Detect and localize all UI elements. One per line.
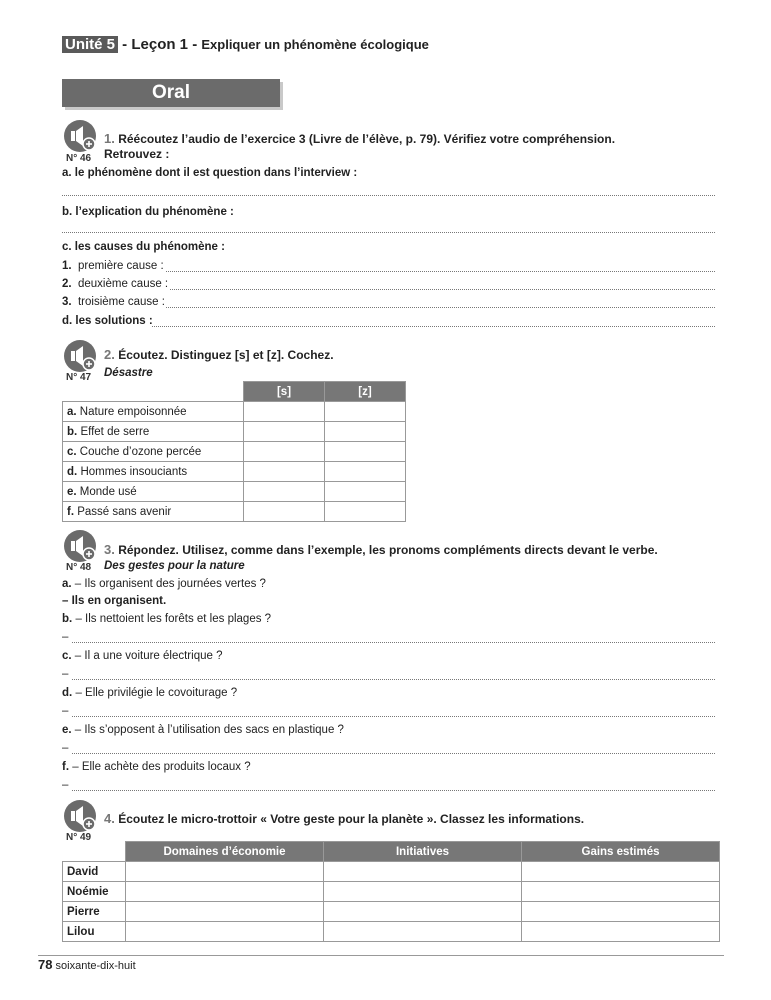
checkbox-cell[interactable] (325, 502, 406, 522)
checkbox-cell[interactable] (244, 422, 325, 442)
table-row: f. Passé sans avenir (63, 502, 406, 522)
checkbox-cell[interactable] (244, 402, 325, 422)
answer-cell[interactable] (522, 862, 720, 882)
table-row: a. Nature empoisonnée (63, 402, 406, 422)
answer-dash: – (62, 742, 69, 754)
answer-cell[interactable] (126, 862, 324, 882)
table-row: c. Couche d’ozone percée (63, 442, 406, 462)
answer-line-cause-3[interactable] (166, 307, 715, 308)
exercise-subtitle: Désastre (104, 367, 153, 379)
row-label: David (63, 862, 126, 882)
answer-cell[interactable] (324, 902, 522, 922)
table-header-row (63, 842, 720, 862)
table-row (63, 882, 720, 902)
audio-speaker-icon[interactable] (64, 800, 98, 834)
answer-dash: – (62, 631, 69, 643)
checkbox-cell[interactable] (325, 482, 406, 502)
answer-cell[interactable] (522, 902, 720, 922)
exercise-number: 3. (104, 542, 115, 557)
answer-line-3b[interactable] (72, 642, 715, 643)
section-title: Oral (62, 79, 280, 107)
checkbox-cell[interactable] (244, 442, 325, 462)
answer-line-b[interactable] (62, 232, 715, 233)
answer-cell[interactable] (126, 922, 324, 942)
table-row (63, 922, 720, 942)
track-number: N° 47 (66, 372, 92, 383)
track-number: N° 46 (66, 153, 92, 164)
answer-line-cause-1[interactable] (166, 271, 715, 272)
page-number: 78 (38, 957, 53, 972)
cause-1-label: 1. première cause : (62, 260, 164, 272)
page-footer (38, 957, 136, 972)
exercise-number: 4. (104, 811, 115, 826)
example-question: a. – Ils organisent des journées vertes ? (62, 578, 266, 590)
table-row: e. Monde usé (63, 482, 406, 502)
answer-cell[interactable] (324, 862, 522, 882)
column-header: Domaines d’économie (126, 842, 324, 862)
cause-3-label: 3. troisième cause : (62, 296, 165, 308)
column-header: Initiatives (324, 842, 522, 862)
question-b: b. – Ils nettoient les forêts et les plages ? (62, 613, 272, 625)
item-b-label: b. l’explication du phénomène : (62, 206, 234, 218)
answer-line-3d[interactable] (72, 716, 715, 717)
column-header: [z] (325, 382, 406, 402)
instruction-text: Réécoutez l’audio de l’exercice 3 (Livre de l’élève, p. 79). Vérifiez votre compréhension. (118, 132, 616, 146)
table-row: d. Hommes insouciants (63, 462, 406, 482)
instruction-text: Répondez. Utilisez, comme dans l’exemple, les pronoms compléments directs devant le verbe. (118, 543, 658, 557)
answer-dash: – (62, 668, 69, 680)
checkbox-cell[interactable] (325, 442, 406, 462)
exercise-1-instruction (104, 131, 615, 146)
unit-badge: Unité 5 (62, 36, 118, 53)
lesson-label: - Leçon 1 - (118, 36, 202, 53)
column-header: [s] (244, 382, 325, 402)
answer-cell[interactable] (522, 882, 720, 902)
exercise-number: 1. (104, 131, 115, 146)
example-answer: – Ils en organisent. (62, 595, 167, 607)
question-c: c. – Il a une voiture électrique ? (62, 650, 223, 662)
row-label: Lilou (63, 922, 126, 942)
question-d: d. – Elle privilégie le covoiturage ? (62, 687, 238, 699)
audio-speaker-icon[interactable] (64, 530, 98, 564)
question-e: e. – Ils s’opposent à l’utilisation des sacs en plastique ? (62, 724, 344, 736)
item-a-label: a. le phénomène dont il est question dans l’interview : (62, 167, 358, 179)
page-header (62, 36, 429, 53)
table-row (63, 862, 720, 882)
answer-cell[interactable] (126, 902, 324, 922)
track-number: N° 49 (66, 832, 92, 843)
answer-line-a[interactable] (62, 195, 715, 196)
table-header-row (63, 382, 406, 402)
sound-table (62, 381, 406, 522)
answer-line-3c[interactable] (72, 679, 715, 680)
answer-line-d[interactable] (152, 326, 715, 327)
cause-2-label: 2. deuxième cause : (62, 278, 169, 290)
checkbox-cell[interactable] (244, 502, 325, 522)
page-number-words: soixante-dix-huit (55, 960, 136, 972)
answer-line-3f[interactable] (72, 790, 715, 791)
classification-table (62, 841, 720, 942)
row-label: Pierre (63, 902, 126, 922)
exercise-4-instruction (104, 811, 584, 826)
item-d-label: d. les solutions : (62, 315, 153, 327)
exercise-subtitle: Des gestes pour la nature (104, 560, 245, 572)
checkbox-cell[interactable] (325, 402, 406, 422)
audio-speaker-icon[interactable] (64, 340, 98, 374)
exercise-2-instruction (104, 347, 334, 362)
answer-dash: – (62, 779, 69, 791)
audio-speaker-icon[interactable] (64, 120, 98, 154)
answer-cell[interactable] (126, 882, 324, 902)
instruction-text: Écoutez. Distinguez [s] et [z]. Cochez. (118, 348, 334, 362)
checkbox-cell[interactable] (244, 482, 325, 502)
column-header: Gains estimés (522, 842, 720, 862)
footer-divider (38, 955, 724, 956)
checkbox-cell[interactable] (325, 422, 406, 442)
exercise-3-instruction (104, 542, 658, 557)
question-f: f. – Elle achète des produits locaux ? (62, 761, 251, 773)
answer-dash: – (62, 705, 69, 717)
item-c-label: c. les causes du phénomène : (62, 241, 225, 253)
exercise-1-instruction-2: Retrouvez : (104, 147, 170, 161)
exercise-number: 2. (104, 347, 115, 362)
answer-cell[interactable] (324, 922, 522, 942)
answer-cell[interactable] (522, 922, 720, 942)
table-row: b. Effet de serre (63, 422, 406, 442)
checkbox-cell[interactable] (244, 462, 325, 482)
instruction-text: Écoutez le micro-trottoir « Votre geste pour la planète ». Classez les informations. (118, 812, 585, 826)
track-number: N° 48 (66, 562, 92, 573)
row-label: Noémie (63, 882, 126, 902)
answer-cell[interactable] (324, 882, 522, 902)
answer-line-3e[interactable] (72, 753, 715, 754)
lesson-subtitle: Expliquer un phénomène écologique (201, 37, 429, 52)
checkbox-cell[interactable] (325, 462, 406, 482)
answer-line-cause-2[interactable] (170, 289, 715, 290)
table-row (63, 902, 720, 922)
